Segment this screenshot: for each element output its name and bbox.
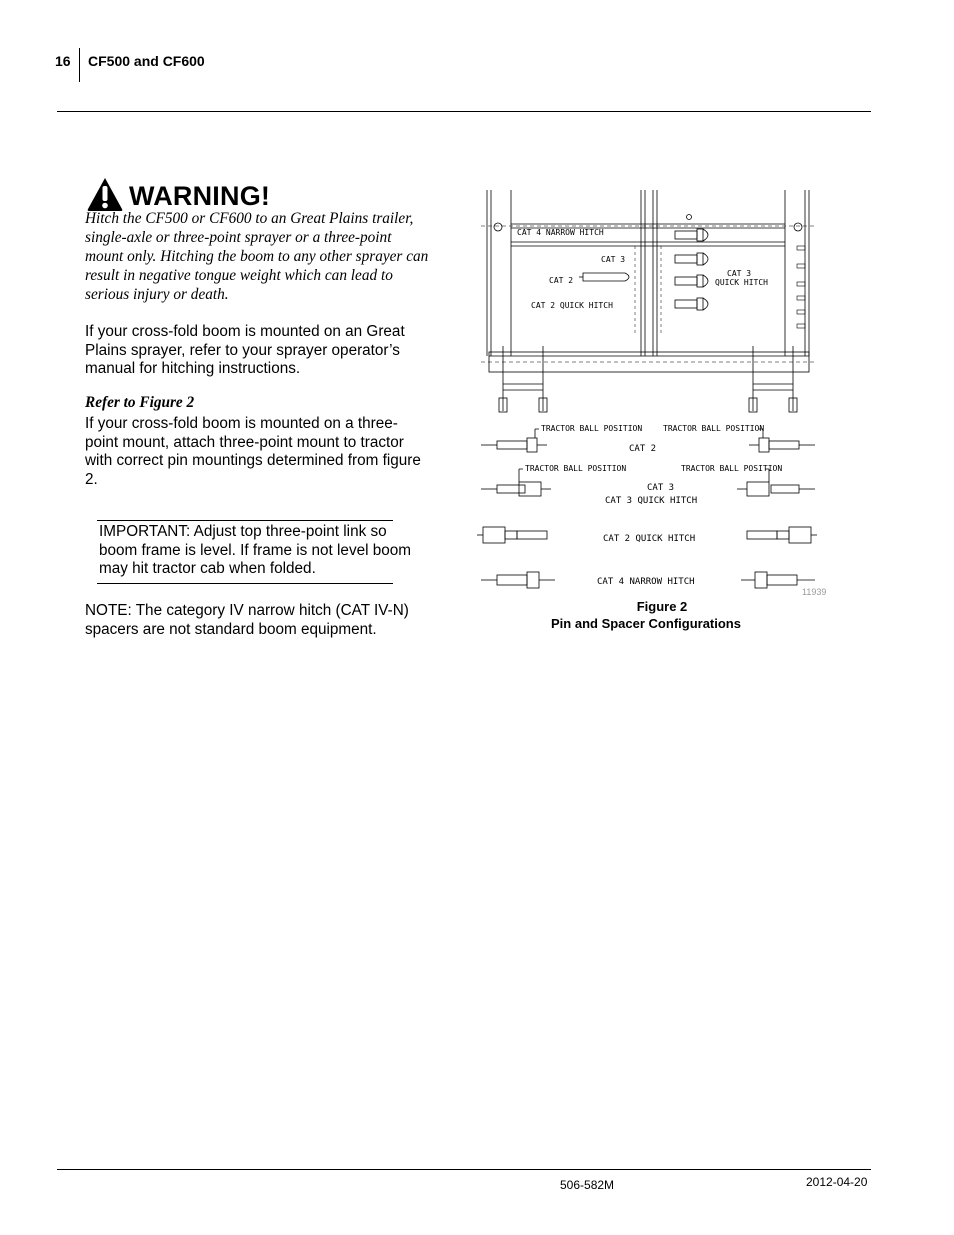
label-cat4-narrow-top: CAT 4 NARROW HITCH [517,228,604,237]
label-tractor-ball-3: TRACTOR BALL POSITION [525,464,627,473]
footer-rule [57,1169,871,1170]
label-row-cat3-quick: CAT 3 QUICK HITCH [605,496,698,506]
label-tractor-ball-2: TRACTOR BALL POSITION [663,424,765,433]
label-row-cat3: CAT 3 [647,483,675,493]
header-divider [79,48,80,82]
document-date: 2012-04-20 [806,1175,868,1189]
note-text: NOTE: The category IV narrow hitch (CAT IV-N) spacers are not standard boom equipment. [85,602,409,638]
three-point-mount-paragraph: If your cross-fold boom is mounted on a three-point mount, attach three-point mount to tractor with correct pin mountings determined from figure 2. [85,415,421,488]
refer-figure-heading: Refer to Figure 2 [85,394,195,411]
pin-spacer-diagram [475,186,835,598]
label-tractor-ball-1: TRACTOR BALL POSITION [541,424,643,433]
label-cat3-quick-right-2: QUICK HITCH [715,278,768,287]
document-number: 506-582M [560,1178,615,1192]
label-row-cat4-narrow: CAT 4 NARROW HITCH [597,577,695,587]
figure-caption: Pin and Spacer Configurations [551,616,741,631]
warning-title: WARNING! [129,181,271,211]
figure-number: Figure 2 [636,599,688,614]
label-tractor-ball-4: TRACTOR BALL POSITION [681,464,783,473]
label-row-cat2: CAT 2 [629,444,657,454]
label-cat2-quick-left: CAT 2 QUICK HITCH [531,301,613,310]
label-cat3-quick-right-1: CAT 3 [727,269,752,278]
label-cat2-left: CAT 2 [549,276,574,285]
page-number: 16 [55,53,71,69]
header-rule [57,111,871,112]
warning-triangle-icon [86,176,124,212]
header-title: CF500 and CF600 [88,53,205,69]
figure-image-id: 11939 [802,587,827,597]
important-text: IMPORTANT: Adjust top three-point link so boom frame is level. If frame is not level boom may hit tractor cab when folded. [99,523,412,578]
warning-text: Hitch the CF500 or CF600 to an Great Plains trailer, single-axle or three-point sprayer or a three-point mount only. Hitching the boom to any other sprayer can result in negative tongue weight which can lead to serious injury or death. [85,210,429,303]
sprayer-mount-paragraph: If your cross-fold boom is mounted on an Great Plains sprayer, refer to your sprayer operator’s manual for hitching instructions. [85,323,405,378]
label-row-cat2-quick: CAT 2 QUICK HITCH [603,534,696,544]
label-cat3-left: CAT 3 [601,255,626,264]
